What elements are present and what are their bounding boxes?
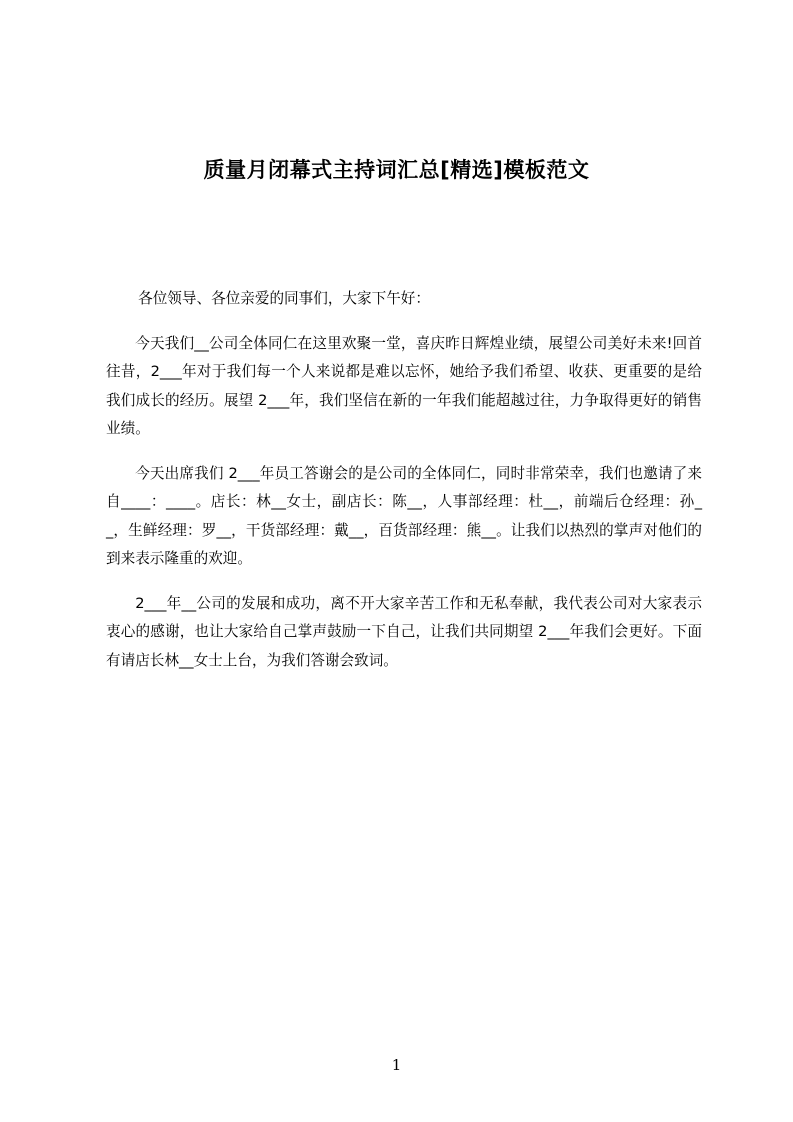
paragraph-guests: 今天出席我们 2___年员工答谢会的是公司的全体同仁，同时非常荣幸，我们也邀请了来自____：____。店长：林__女士，副店长：陈__，人事部经理：杜__，前端后仓经理：孙__，生鲜经理：罗__，干货部经理：戴__，百货部经理：熊__。让我们以热烈的掌声对他们的到来表示隆重的欢迎。 (106, 464, 702, 567)
paragraph-opening: 今天我们__公司全体同仁在这里欢聚一堂，喜庆昨日辉煌业绩，展望公司美好未来!回首往昔，2___年对于我们每一个人来说都是难以忘怀，她给予我们希望、收获、更重要的是给我们成长的经历。展望 2___年，我们坚信在新的一年我们能超越过往，力争取得更好的销售业绩。 (106, 334, 702, 437)
document-title: 质量月闭幕式主持词汇总[精选]模板范文 (203, 158, 590, 183)
document-body (106, 285, 702, 691)
page-number: 1 (391, 1056, 402, 1074)
paragraph-greeting: 各位领导、各位亲爱的同事们，大家下午好： (138, 290, 430, 307)
paragraph-thanks: 2___年__公司的发展和成功，离不开大家辛苦工作和无私奉献，我代表公司对大家表示衷心的感谢，也让大家给自己掌声鼓励一下自己，让我们共同期望 2___年我们会更好。下面有请店长林__女士上台，为我们答谢会致词。 (106, 594, 702, 669)
